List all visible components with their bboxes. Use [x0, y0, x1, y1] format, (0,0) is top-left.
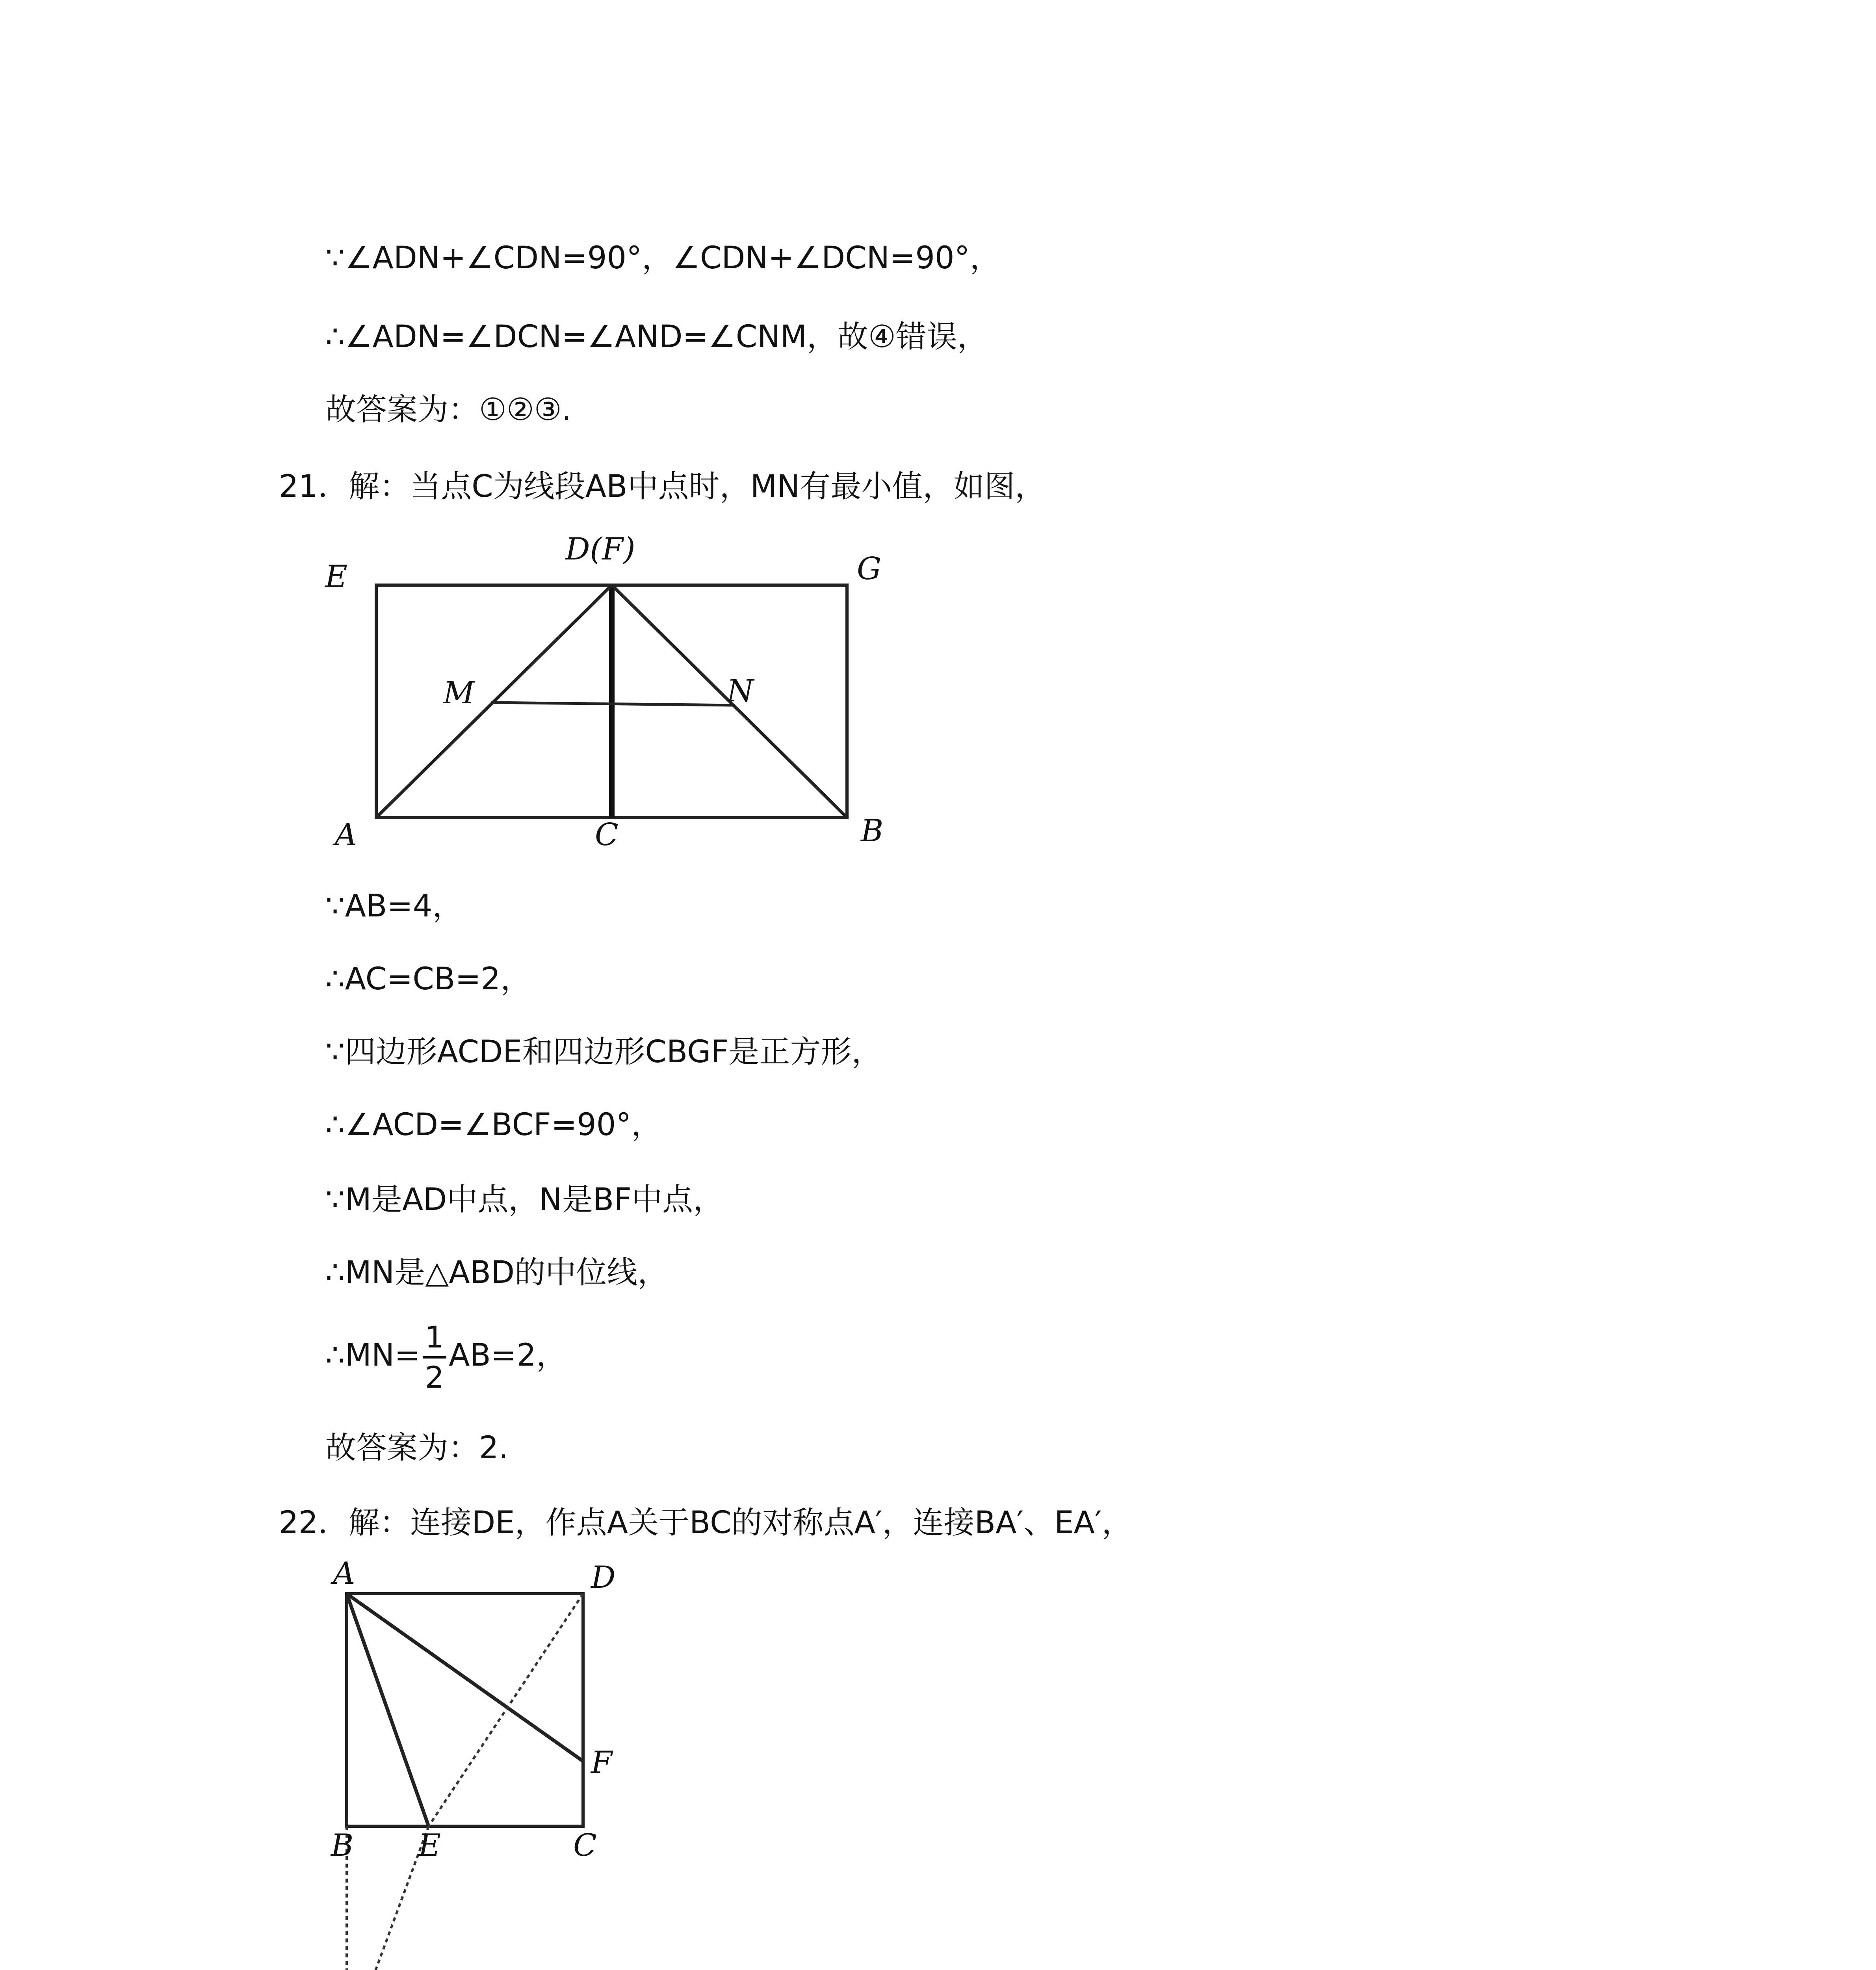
text-line: ∴AC=CB=2， — [325, 961, 531, 997]
label-B: B — [331, 1828, 354, 1863]
question-22-heading: 22．解：连接DE，作点A关于BC的对称点A′，连接BA′、EA′， — [279, 1505, 1133, 1541]
text-line: ∴∠ADN=∠DCN=∠AND=∠CNM，故④错误， — [325, 319, 988, 355]
label-G: G — [857, 551, 882, 587]
label-A: A — [335, 817, 357, 853]
text-line: ∴∠ACD=∠BCF=90°， — [325, 1107, 662, 1143]
fraction-prefix: ∴MN= — [325, 1338, 420, 1373]
label-D-F: D(F) — [565, 532, 635, 567]
text-line: ∵M是AD中点，N是BF中点， — [325, 1182, 724, 1217]
text-line: ∴MN是△ABD的中位线， — [325, 1255, 669, 1290]
label-F: F — [591, 1745, 613, 1780]
fraction-denominator: 2 — [425, 1359, 444, 1395]
text-line: ∵∠ADN+∠CDN=90°，∠CDN+∠DCN=90°， — [325, 240, 1001, 276]
label-B: B — [861, 813, 884, 849]
question-21-heading: 21．解：当点C为线段AB中点时，MN有最小值，如图， — [279, 469, 1046, 504]
label-M: M — [443, 675, 475, 711]
segment-mn — [491, 703, 735, 705]
figure-square-reflection — [315, 1548, 662, 1970]
label-C: C — [573, 1828, 597, 1863]
square-abcd — [347, 1594, 583, 1826]
figure-squares-mn — [315, 520, 914, 875]
fraction-numerator: 1 — [425, 1319, 444, 1355]
label-D: D — [591, 1560, 616, 1595]
fraction-one-half — [423, 1319, 446, 1395]
dotted-segment-de — [429, 1594, 583, 1826]
label-A: A — [333, 1556, 355, 1591]
label-E: E — [418, 1828, 441, 1863]
segment-ae — [347, 1594, 429, 1826]
text-line-fraction — [325, 1316, 567, 1395]
text-line: ∵四边形ACDE和四边形CBGF是正方形， — [325, 1034, 882, 1070]
text-line: 故答案为：2. — [325, 1430, 509, 1466]
dotted-segment-ea-prime — [347, 1826, 429, 1970]
fraction-suffix: AB=2， — [449, 1338, 567, 1373]
label-E: E — [325, 559, 347, 595]
label-C: C — [595, 817, 619, 853]
text-line: 故答案为：①②③. — [325, 392, 572, 427]
label-N: N — [727, 673, 754, 709]
segment-af — [347, 1594, 583, 1761]
text-line: ∵AB=4， — [325, 888, 463, 924]
